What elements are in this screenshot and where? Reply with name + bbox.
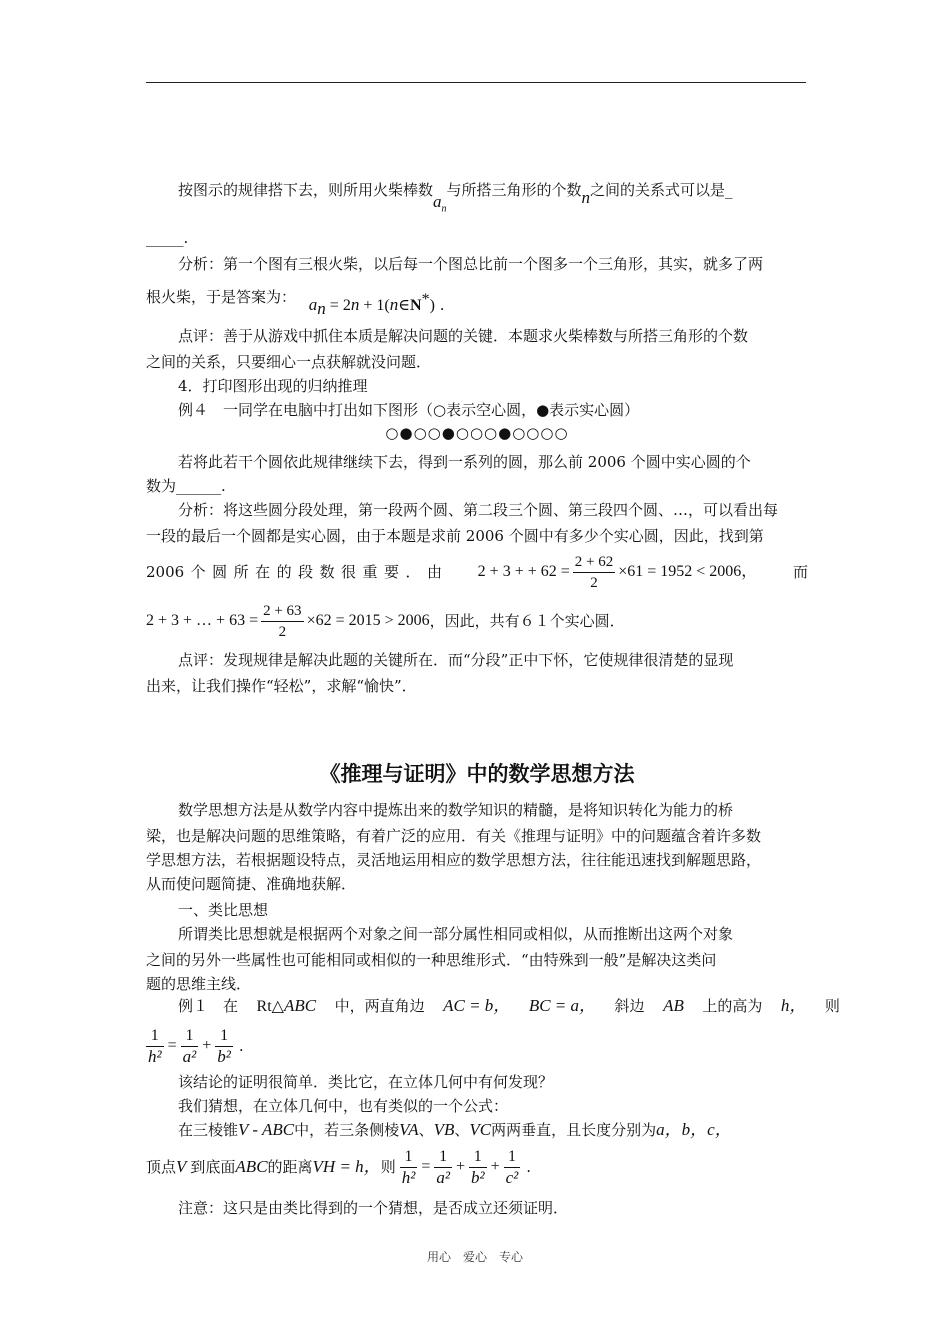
question-4-line-1: 若将此若干个圆依此规律继续下去，得到一系列的圆，那么前 2006 个圆中实心圆的个: [178, 453, 751, 471]
comment-1-line-2: 之间的关系，只要细心一点获解就没问题．: [146, 353, 432, 371]
analysis-4-line-2: 一段的最后一个圆都是实心圆，由于本题是求前 2006 个圆中有多少个实心圆，因此，找到第: [146, 527, 764, 545]
intro-line-3: 学思想方法，若根据题设特点，灵活地运用相应的数学思想方法，往往能迅速找到解题思路，: [146, 851, 762, 869]
text: 中，两直角边: [334, 997, 425, 1015]
analogy-line-3: 题的思维主线．: [146, 975, 252, 993]
word: 的: [276, 563, 292, 581]
example-1-formula: $\frac{1}{\text{h²}}$ = $\frac{1}{\text{a²}}$ + $\frac{1}{\text{b²}}$ .: [148, 1026, 244, 1066]
fraction: $\frac{2 + 62}{2}$: [574, 553, 614, 591]
math-h: h，: [780, 996, 807, 1015]
word: 圆: [212, 563, 228, 581]
guess: 我们猜想，在立体几何中，也有类似的一个公式：: [178, 1097, 509, 1115]
text: 与所搭三角形的个数: [446, 181, 582, 199]
note: 注意：这只是由类比得到的一个猜想，是否成立还须证明．: [178, 1199, 569, 1217]
example-4: 例４ 一同学在电脑中打出如下图形（○表示空心圆，●表示实心圆）: [178, 401, 640, 419]
section-4-heading: 4．打印图形出现的归纳推理: [178, 377, 368, 395]
intro-line-1: 数学思想方法是从数学内容中提炼出来的数学知识的精髓，是将知识转化为能力的桥: [178, 801, 734, 819]
text: 之间的关系式可以是_: [590, 181, 733, 199]
fraction: $\frac{1}{\text{b²}}$: [470, 1147, 485, 1187]
fraction: $\frac{1}{\text{a²}}$: [182, 1026, 197, 1066]
comment-4-line-1: 点评：发现规律是解决此题的关键所在．而“分段”正中下怀，它使规律很清楚的显现: [178, 651, 734, 669]
analysis-4-line-4: [146, 600, 808, 642]
comment-1-line-1: 点评：善于从游戏中抓住本质是解决问题的关键．本题求火柴棒数与所搭三角形的个数: [178, 327, 749, 345]
analysis-1-line-2: [146, 282, 808, 318]
question-4-line-2: 数为______.: [146, 477, 226, 495]
analysis-4-line-3: [146, 552, 808, 592]
math-ab: AB: [663, 996, 684, 1015]
word: 重: [362, 563, 378, 581]
analysis-4-line-1: 分析：将这些圆分段处理，第一段两个圆、第二段三个圆、第三段四个圆、…，可以看出每: [178, 501, 779, 519]
paragraph-matchsticks: [146, 180, 840, 215]
fraction: $\frac{1}{\text{c²}}$: [505, 1147, 519, 1187]
word: 在: [255, 563, 271, 581]
easy-proof: 该结论的证明很简单．类比它，在立体几何中有何发现？: [178, 1073, 554, 1091]
formula-an: $a_n = 2n$ + 1(n∈N*) .: [308, 291, 445, 318]
analogy-line-2: 之间的另外一些属性也可能相同或相似的一种思维形式．“由特殊到一般”是解决这类问: [146, 951, 717, 969]
word: ．: [405, 563, 421, 581]
triangle-label: Rt△ABC: [256, 996, 317, 1015]
word: 个: [190, 563, 206, 581]
analysis-1-line-1: 分析：第一个图有三根火柴，以后每一个图总比前一个图多一个三角形，其实，就多了两: [178, 255, 764, 273]
section-title: 《推理与证明》中的数学思想方法: [319, 762, 635, 786]
text: 根火柴，于是答案为：: [146, 288, 297, 306]
equation-1: 2 + 3 + + 62 = $\frac{2 + 62}{2}$ ×61 = 1952 < 2006，: [477, 553, 758, 591]
circle-pattern: ○●○○●○○○●○○○○: [385, 424, 569, 442]
fraction: $\frac{1}{\text{b²}}$: [217, 1026, 231, 1066]
fraction: $\frac{1}{\text{h²}}$: [148, 1026, 162, 1066]
answer-blank: _____.: [146, 229, 189, 247]
comment-4-line-2: 出来，让我们操作“轻松”，求解“愉快”．: [146, 677, 417, 695]
spaced-words: [146, 562, 442, 582]
text: 按图示的规律搭下去，则所用火柴棒数: [178, 181, 434, 199]
math-vabc: V - ABC: [238, 1120, 295, 1139]
word: 很: [341, 563, 357, 581]
text: 而: [792, 563, 808, 581]
word: 2006: [146, 563, 185, 581]
math-a: $a_n$: [433, 192, 447, 215]
word: 所: [233, 563, 249, 581]
math-abc-list: a，b，c，: [656, 1120, 732, 1139]
math-vh: VH = h，: [312, 1157, 381, 1176]
text: 例１ 在: [178, 997, 239, 1015]
equation-2-lhs: 2 + 3 + … + 63 =: [146, 612, 259, 629]
tetra-line-1: 在三棱锥V - ABC中，若三条侧棱VA、VB、VC两两垂直，且长度分别为a，b，c，: [178, 1120, 732, 1139]
analogy-line-1: 所谓类比思想就是根据两个对象之间一部分属性相同或相似，从而推断出这两个对象: [178, 925, 734, 943]
equation-2-rhs: ×62 = 2015 > 2006: [306, 612, 430, 629]
fraction: $\frac{1}{\text{a²}}$: [436, 1147, 450, 1187]
intro-line-2: 梁，也是解决问题的思维策略，有着广泛的应用．有关《推理与证明》中的问题蕴含着许多数: [146, 827, 762, 845]
tetra-line-2: 顶点 V 到底面 ABC 的距离 VH = h， 则 $\frac{1}{\text{h²}}$ = $\frac{1}{\text{a²}}$ + $\frac{1}{\text{b²}}$ + $\frac{1}{\text{c²}}$ .: [146, 1147, 532, 1187]
header-rule: [146, 82, 806, 83]
page-footer: 用心 爱心 专心: [426, 1250, 523, 1264]
word: 由: [426, 563, 442, 581]
word: 数: [319, 563, 335, 581]
fraction: $\frac{2 + 63}{2}$: [263, 602, 302, 640]
math-n: n: [581, 188, 591, 207]
text: 则: [824, 997, 840, 1015]
text: 斜边: [614, 997, 645, 1015]
example-1-line-1: [146, 996, 840, 1017]
intro-line-4: 从而使问题简捷、准确地获解．: [146, 875, 357, 893]
math-bc: BC = a，: [528, 996, 597, 1015]
word: 要: [384, 563, 400, 581]
text: 上的高为: [702, 997, 763, 1015]
fraction: $\frac{1}{\text{h²}}$: [401, 1147, 416, 1187]
word: 段: [298, 563, 314, 581]
text: ，因此，共有６１个实心圆．: [429, 612, 625, 630]
math-ac: AC = b，: [443, 996, 511, 1015]
heading-analogy: 一、类比思想: [178, 901, 269, 919]
